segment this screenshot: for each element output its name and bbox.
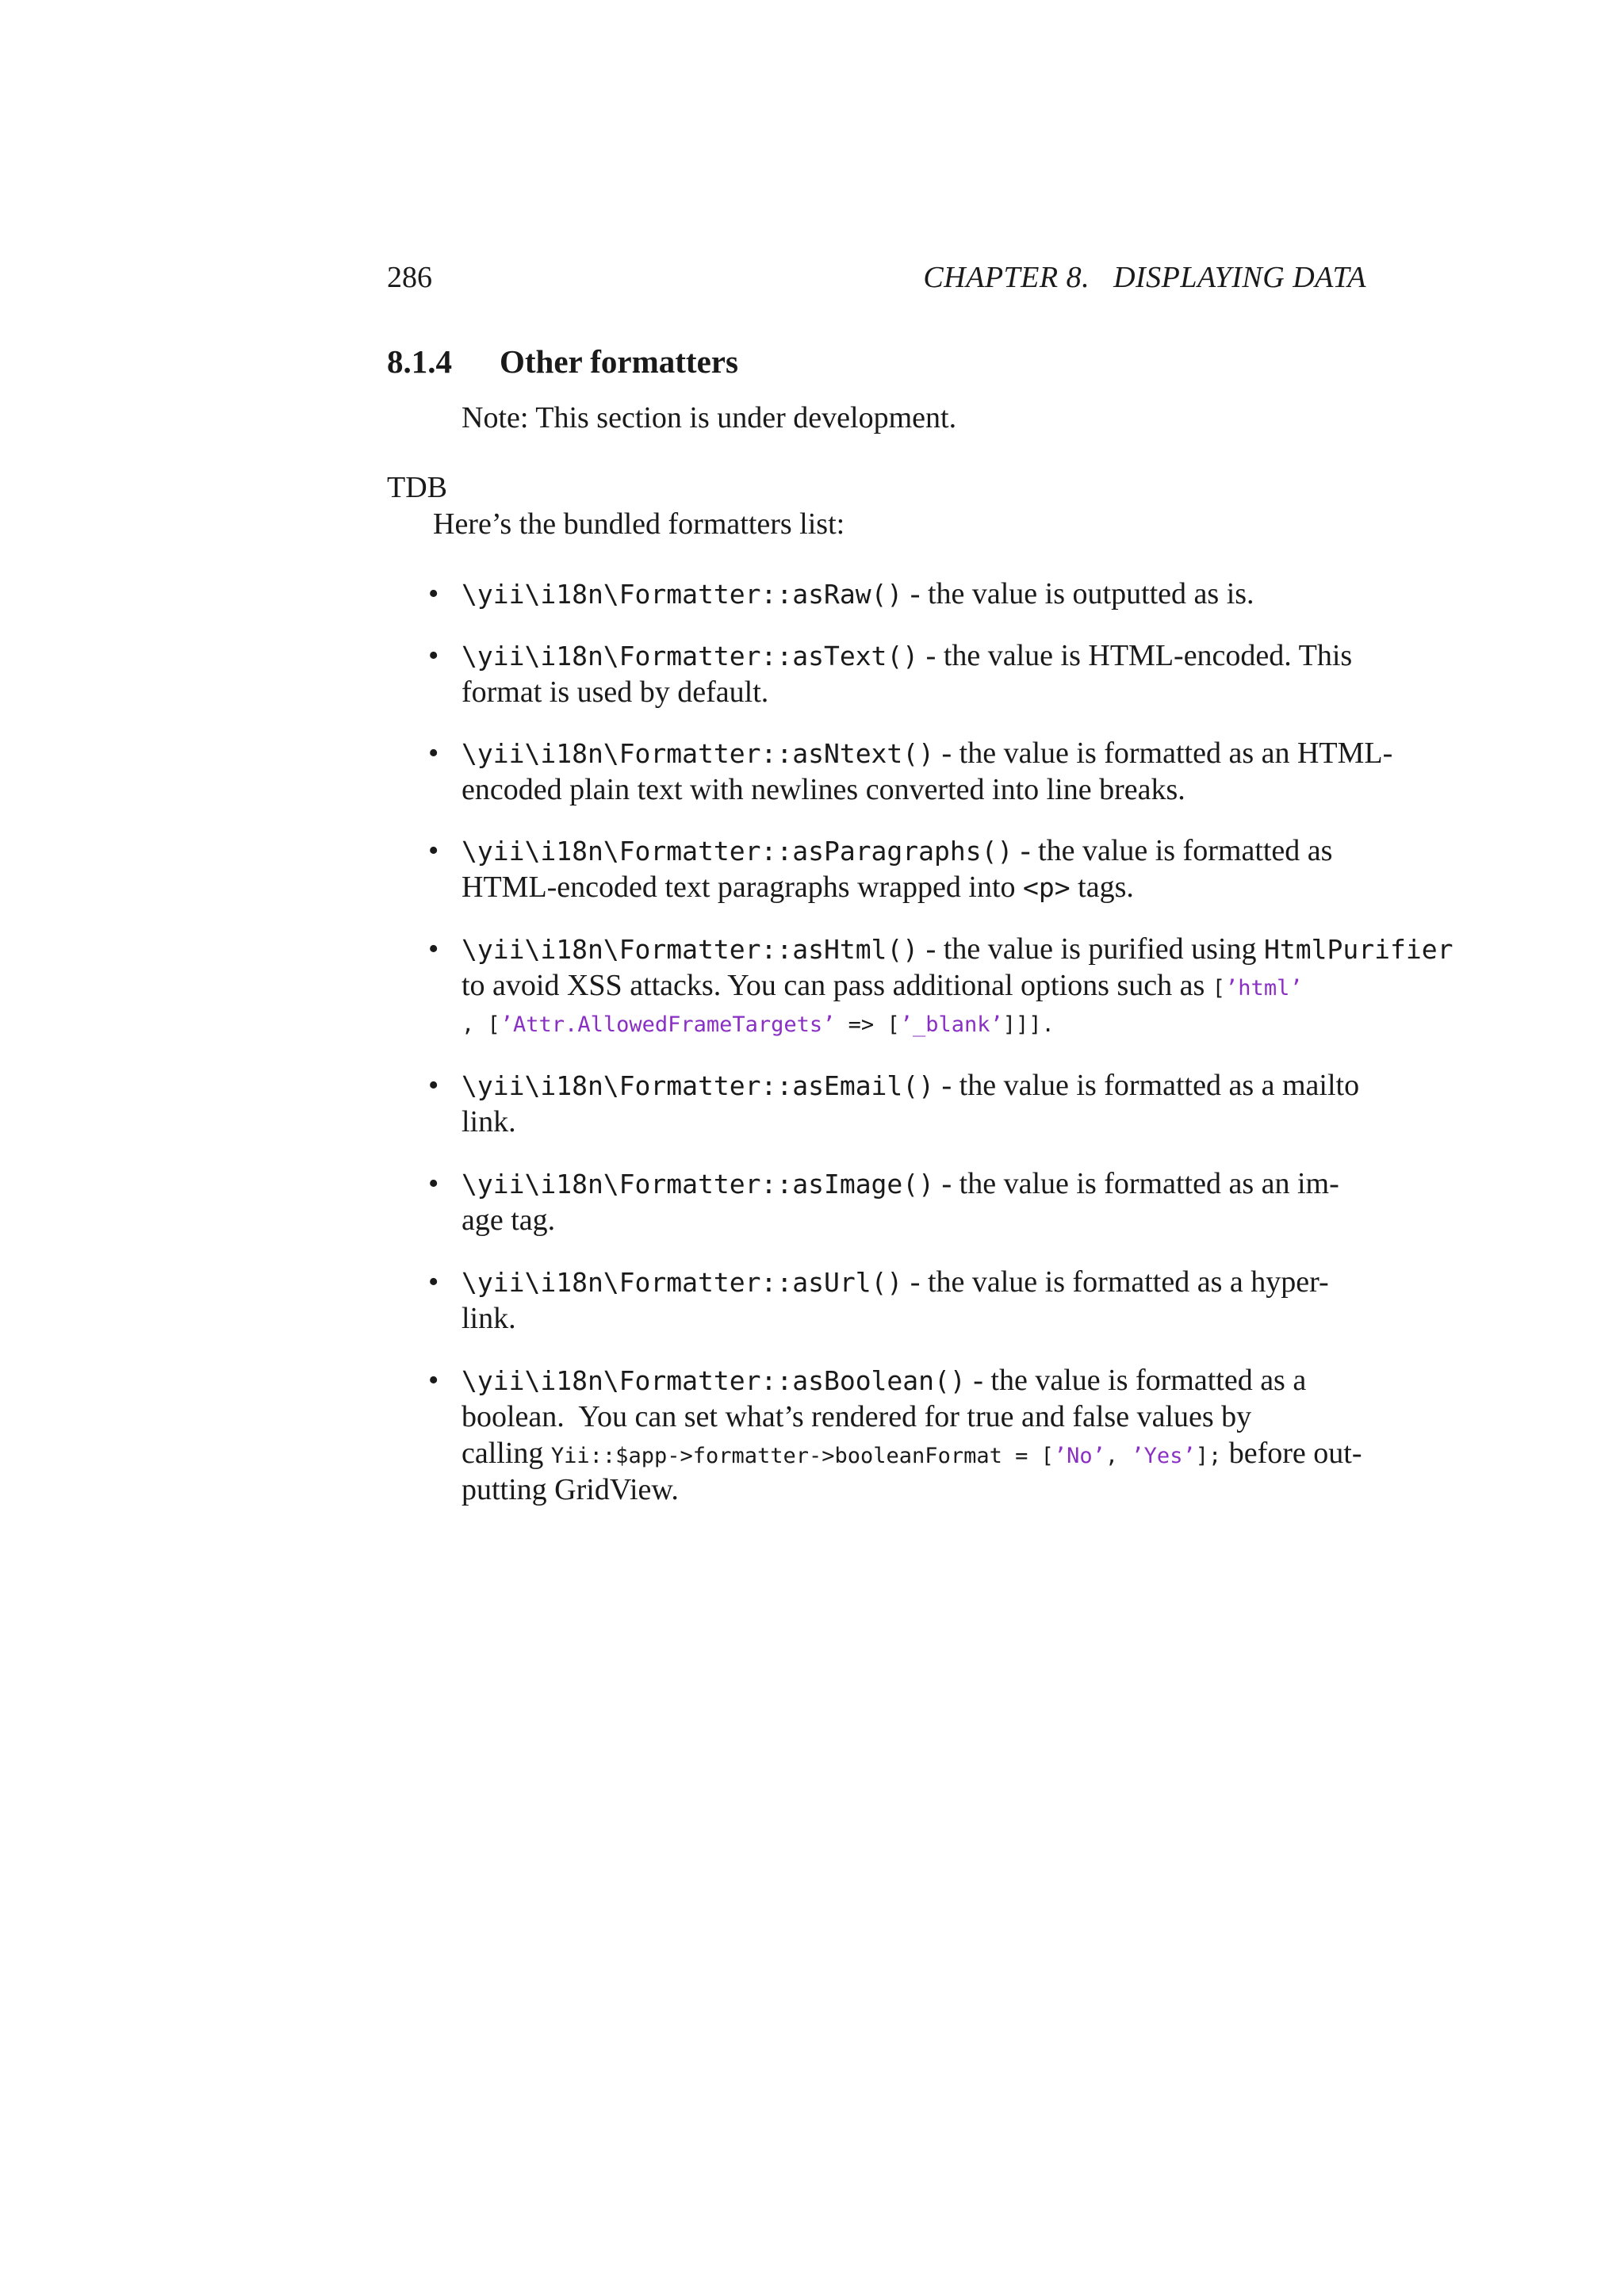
bullet-icon: • <box>428 1265 439 1299</box>
code-string: ’Attr.AllowedFrameTargets’ <box>500 1012 836 1037</box>
item-description: boolean. You can set what’s rendered for true and false values by <box>462 1400 1252 1433</box>
item-description: - the value is formatted as a hyper- <box>902 1265 1329 1299</box>
bullet-icon: • <box>428 1167 439 1200</box>
code-string: ’Yes’ <box>1131 1444 1196 1468</box>
item-description: calling <box>462 1437 551 1470</box>
method-code: \yii\i18n\Formatter::asParagraphs() <box>462 836 1013 867</box>
bullet-icon: • <box>428 932 439 966</box>
item-line <box>462 771 1185 808</box>
method-code: \yii\i18n\Formatter::asImage() <box>462 1169 935 1200</box>
item-line <box>462 832 1332 870</box>
code-token: ]]]. <box>1002 1012 1055 1037</box>
section-heading <box>387 339 738 384</box>
item-line <box>462 1471 679 1508</box>
bullet-icon: • <box>428 1364 439 1397</box>
item-line <box>462 869 1134 906</box>
item-line <box>462 1004 1055 1043</box>
code-token: [ <box>1212 976 1226 1001</box>
item-line <box>462 576 1254 613</box>
page-number: 286 <box>387 261 432 294</box>
item-description: age tag. <box>462 1203 556 1237</box>
method-code: \yii\i18n\Formatter::asHtml() <box>462 934 919 965</box>
code-token: => [ <box>835 1012 900 1037</box>
item-line <box>462 931 1453 968</box>
item-line <box>462 1300 516 1337</box>
item-line <box>462 1362 1306 1399</box>
item-line <box>462 674 768 710</box>
running-header <box>387 258 1366 297</box>
item-description: to avoid XSS attacks. You can pass additional options such as <box>462 969 1212 1002</box>
item-description: link. <box>462 1105 516 1138</box>
intro-paragraph: Here’s the bundled formatters list: <box>433 507 845 541</box>
method-code: \yii\i18n\Formatter::asBoolean() <box>462 1365 966 1396</box>
item-line <box>462 1202 555 1238</box>
method-code: \yii\i18n\Formatter::asUrl() <box>462 1267 903 1298</box>
development-note: Note: This section is under development. <box>462 401 957 434</box>
item-description: before out- <box>1221 1437 1362 1470</box>
bullet-icon: • <box>428 1069 439 1102</box>
item-description: - the value is formatted as an HTML- <box>934 737 1393 770</box>
item-description: - the value is formatted as an im- <box>934 1167 1339 1200</box>
item-description: encoded plain text with newlines converted into line breaks. <box>462 773 1185 806</box>
bullet-icon: • <box>428 577 439 610</box>
method-code: \yii\i18n\Formatter::asRaw() <box>462 579 903 610</box>
code-string: ’html’ <box>1225 976 1303 1001</box>
item-line <box>462 1399 1251 1435</box>
code-string: ’No’ <box>1053 1444 1105 1468</box>
item-line <box>462 1435 1362 1475</box>
bullet-icon: • <box>428 737 439 770</box>
item-line <box>462 967 1303 1007</box>
item-line <box>462 637 1365 675</box>
item-description: - the value is HTML-encoded. This <box>918 639 1353 672</box>
item-description: putting GridView. <box>462 1473 679 1506</box>
bullet-icon: • <box>428 639 439 672</box>
code-token: , <box>1105 1444 1132 1468</box>
inline-code: Yii::$app->formatter->booleanFormat = [ <box>550 1444 1054 1468</box>
section-number: 8.1.4 <box>387 343 452 380</box>
code-string: ’_blank’ <box>899 1012 1003 1037</box>
item-description: tags. <box>1070 871 1134 904</box>
method-code: \yii\i18n\Formatter::asNtext() <box>462 738 935 769</box>
item-description: - the value is formatted as a <box>965 1364 1307 1397</box>
item-description: - the value is purified using <box>918 932 1265 966</box>
item-description: HTML-encoded text paragraphs wrapped into <box>462 871 1024 904</box>
item-description: link. <box>462 1302 516 1335</box>
item-description: - the value is formatted as <box>1013 834 1333 867</box>
inline-code: <p> <box>1023 872 1071 903</box>
item-description: - the value is outputted as is. <box>902 577 1254 610</box>
item-description: format is used by default. <box>462 675 769 709</box>
item-line <box>462 1264 1329 1301</box>
item-description: - the value is formatted as a mailto <box>934 1069 1360 1102</box>
inline-code: HtmlPurifier <box>1264 934 1454 965</box>
item-line <box>462 1104 516 1140</box>
section-title: Other formatters <box>500 343 738 380</box>
code-token: ]; <box>1195 1444 1222 1468</box>
code-token: , [ <box>462 1012 500 1037</box>
item-line <box>462 735 1392 772</box>
item-line <box>462 1165 1339 1203</box>
method-code: \yii\i18n\Formatter::asEmail() <box>462 1070 935 1101</box>
chapter-title: CHAPTER 8. DISPLAYING DATA <box>923 261 1366 294</box>
tdb-label: TDB <box>387 471 447 504</box>
item-line <box>462 1067 1359 1104</box>
method-code: \yii\i18n\Formatter::asText() <box>462 641 919 672</box>
bullet-icon: • <box>428 834 439 867</box>
